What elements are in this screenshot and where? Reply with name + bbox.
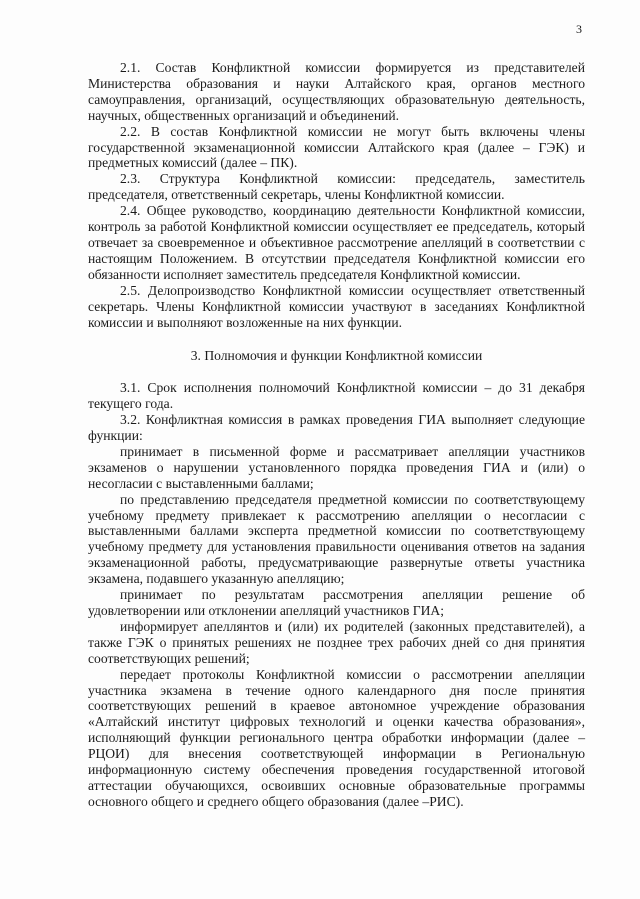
paragraph-2-5: 2.5. Делопроизводство Конфликтной комиссии осуществляет ответственный секретарь. Члены Конфликтной комиссии участвуют в заседаниях Конфликтной комиссии и выполняют возложенные на них функции. bbox=[88, 282, 585, 330]
page-number: 3 bbox=[576, 22, 582, 36]
paragraph-2-1: 2.1. Состав Конфликтной комиссии формируется из представителей Министерства образования и науки Алтайского края, органов местного самоуправления, организаций, осуществляющих образовательную деятельность, научных, общественных организаций и объединений. bbox=[88, 60, 585, 123]
function-item: принимает в письменной форме и рассматривает апелляции участников экзаменов о нарушении установленного порядка проведения ГИА и (или) о несогласии с выставленными баллами; bbox=[88, 443, 585, 491]
paragraph-3-2: 3.2. Конфликтная комиссия в рамках проведения ГИА выполняет следующие функции: bbox=[88, 412, 585, 444]
section-heading: 3. Полномочия и функции Конфликтной комиссии bbox=[190, 348, 483, 364]
paragraph-3-1: 3.1. Срок исполнения полномочий Конфликтной комиссии – до 31 декабря текущего года. bbox=[88, 380, 585, 412]
paragraph-2-4: 2.4. Общее руководство, координацию деятельности Конфликтной комиссии, контроль за работой Конфликтной комиссии осуществляет ее председатель, который отвечает за своевременное и объективное рассмотрение апелляций в соответствии с настоящим Положением. В отсутствии председателя Конфликтной комиссии его обязанности исполняет заместитель председателя Конфликтной комиссии. bbox=[88, 203, 585, 282]
function-item: передает протоколы Конфликтной комиссии о рассмотрении апелляции участника экзамена в течение одного календарного дня после принятия соответствующих решений в краевое автономное учреждение образования «Алтайский институт цифровых технологий и оценки качества образования», исполняющий функции регионального центра обработки информации (далее – РЦОИ) для внесения соответствующей информации в Региональную информационную систему обеспечения проведения государственной итоговой аттестации обучающихся, освоивших основные образовательные программы основного общего и среднего общего образования (далее –РИС). bbox=[88, 666, 585, 809]
function-item: принимает по результатам рассмотрения апелляции решение об удовлетворении или отклонении апелляций участников ГИА; bbox=[88, 587, 585, 618]
function-item: информирует апеллянтов и (или) их родителей (законных представителей), а также ГЭК о принятых решениях не позднее трех рабочих дней со дня принятия соответствующих решений; bbox=[88, 618, 585, 666]
paragraph-2-2: 2.2. В состав Конфликтной комиссии не могут быть включены члены государственной экзаменационной комиссии Алтайского края (далее – ГЭК) и предметных комиссий (далее – ПК). bbox=[88, 123, 585, 171]
function-item: по представлению председателя предметной комиссии по соответствующему учебному предмету привлекает к рассмотрению апелляции о несогласии с выставленными баллами эксперта предметной комиссии по соответствующему учебному предмету для установления правильности оценивания ответов на задания экзаменационной работы, предусматривающие развернутые ответы участника экзамена, подавшего указанную апелляцию; bbox=[88, 491, 585, 587]
paragraph-2-3: 2.3. Структура Конфликтной комиссии: председатель, заместитель председателя, ответственный секретарь, члены Конфликтной комиссии. bbox=[88, 171, 585, 203]
